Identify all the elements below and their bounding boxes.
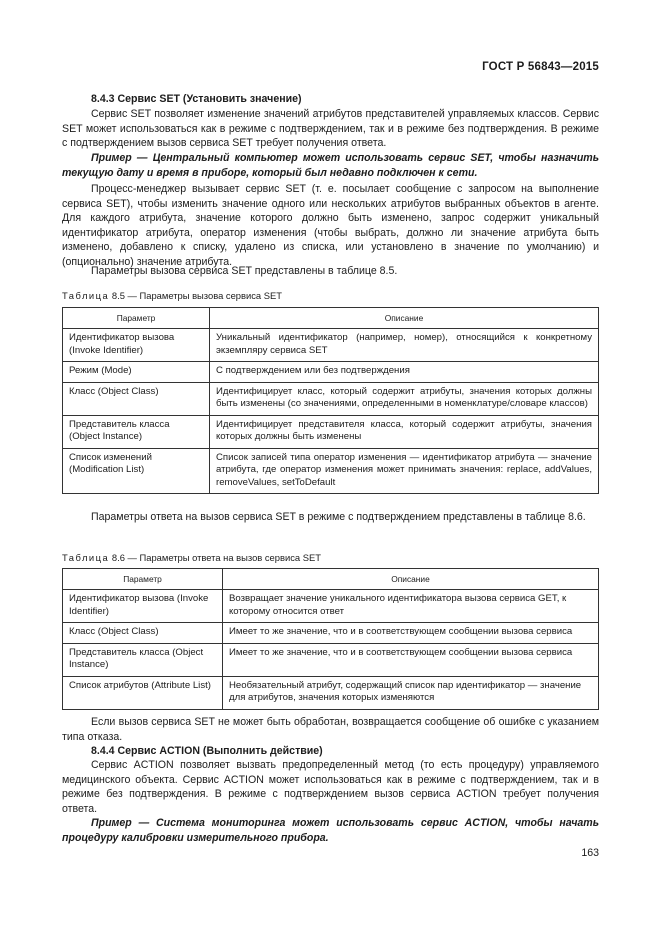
table-8-5-caption-word: Таблица — [62, 290, 110, 301]
column-header-description: Описание — [223, 569, 599, 590]
table-row — [63, 676, 599, 709]
table-cell-description: Необязательный атрибут, содержащий список пар идентификатор — значение для атрибутов, значения которых изменяются — [223, 676, 599, 709]
table-cell-description: С подтверждением или без подтверждения — [210, 362, 599, 383]
table-row — [63, 329, 599, 362]
document-id-header: ГОСТ Р 56843—2015 — [482, 61, 599, 73]
table-8-5 — [62, 307, 599, 494]
column-header-parameter: Параметр — [63, 308, 210, 329]
table-cell-description: Идентифицирует представителя класса, который содержит атрибуты, значения которых должны быть изменены — [210, 415, 599, 448]
column-header-description: Описание — [210, 308, 599, 329]
section-8-4-3-example: Пример — Центральный компьютер может использовать сервис SET, чтобы назначить текущую дату и время в приборе, который был недавно подключен к сети. — [62, 152, 599, 179]
table-cell-parameter: Список атрибутов (Attribute List) — [63, 676, 223, 709]
table-row — [63, 362, 599, 383]
table-header-row — [63, 569, 599, 590]
section-8-4-3-paragraph-2: Процесс-менеджер вызывает сервис SET (т. е. посылает сообщение с запросом на выполнение сервиса SET), чтобы изменить значение одного или нескольких атрибутов выбранных объектов в агенте. Для каждого атрибута, значение которого должно быть изменено, запрос содержит уникальный идентификатор атрибута, оператор изменения (чтобы выбрать, должно ли значение атрибута быть изменено, добавлено к списку, удалено из списка, или установлено в значение по умолчанию) и (опционально) значение атрибута. — [62, 183, 599, 268]
section-8-4-3-heading: 8.4.3 Сервис SET (Установить значение) — [91, 93, 302, 105]
table-cell-description: Список записей типа оператор изменения — идентификатор атрибута — значение атрибута, где оператор изменения может принимать значения: replace, addValues, removeValues, setToDefault — [210, 448, 599, 494]
table-row — [63, 415, 599, 448]
table-cell-parameter: Режим (Mode) — [63, 362, 210, 383]
page-number: 163 — [581, 847, 599, 859]
error-paragraph: Если вызов сервиса SET не может быть обработан, возвращается сообщение об ошибке с указанием типа отказа. — [62, 716, 599, 743]
section-8-4-4-heading: 8.4.4 Сервис ACTION (Выполнить действие) — [91, 745, 323, 757]
table-8-6-caption — [62, 552, 321, 563]
table-cell-description: Возвращает значение уникального идентификатора вызова сервиса GET, к которому относится ответ — [223, 590, 599, 623]
table-row — [63, 448, 599, 494]
table-header-row — [63, 308, 599, 329]
table-cell-parameter: Список изменений (Modification List) — [63, 448, 210, 494]
table-row — [63, 623, 599, 644]
response-parameters-paragraph: Параметры ответа на вызов сервиса SET в режиме с подтверждением представлены в таблице 8.6. — [91, 511, 586, 523]
table-cell-parameter: Идентификатор вызова (Invoke Identifier) — [63, 329, 210, 362]
column-header-parameter: Параметр — [63, 569, 223, 590]
table-8-5-caption-text: 8.5 — Параметры вызова сервиса SET — [111, 290, 282, 301]
table-8-6-caption-text: 8.6 — Параметры ответа на вызов сервиса SET — [111, 552, 321, 563]
table-row — [63, 590, 599, 623]
table-row — [63, 643, 599, 676]
table-8-6 — [62, 568, 599, 710]
table-8-6-caption-word: Таблица — [62, 552, 110, 563]
table-cell-parameter: Представитель класса (Object Instance) — [63, 643, 223, 676]
table-cell-parameter: Представитель класса (Object Instance) — [63, 415, 210, 448]
section-8-4-3-paragraph-3: Параметры вызова сервиса SET представлены в таблице 8.5. — [91, 265, 398, 277]
table-cell-description: Идентифицирует класс, который содержит атрибуты, значения которых должны быть изменены (со значениями, определенными в номенклатуре/словаре классов) — [210, 382, 599, 415]
section-8-4-3-paragraph-1: Сервис SET позволяет изменение значений атрибутов представителей управляемых классов. Сервис SET может использоваться как в режиме с подтверждением, так и в режиме без подтверждения. В режиме с подтверждением вызов сервиса SET требует получения ответа. — [62, 108, 599, 149]
section-8-4-4-paragraph-1: Сервис ACTION позволяет вызвать предопределенный метод (то есть процедуру) управляемого медицинского объекта. Сервис ACTION может использоваться как в режиме с подтверждением, так и в режиме без подтверждения. В режиме с подтверждением вызов сервиса ACTION требует получения ответа. — [62, 759, 599, 815]
table-8-5-caption — [62, 290, 282, 301]
table-cell-description: Имеет то же значение, что и в соответствующем сообщении вызова сервиса — [223, 623, 599, 644]
table-cell-parameter: Идентификатор вызова (Invoke Identifier) — [63, 590, 223, 623]
table-row — [63, 382, 599, 415]
table-cell-description: Имеет то же значение, что и в соответствующем сообщении вызова сервиса — [223, 643, 599, 676]
table-cell-description: Уникальный идентификатор (например, номер), относящийся к конкретному экземпляру сервиса SET — [210, 329, 599, 362]
section-8-4-4-example: Пример — Система мониторинга может использовать сервис ACTION, чтобы начать процедуру калибровки измерительного прибора. — [62, 817, 599, 844]
table-cell-parameter: Класс (Object Class) — [63, 623, 223, 644]
table-cell-parameter: Класс (Object Class) — [63, 382, 210, 415]
